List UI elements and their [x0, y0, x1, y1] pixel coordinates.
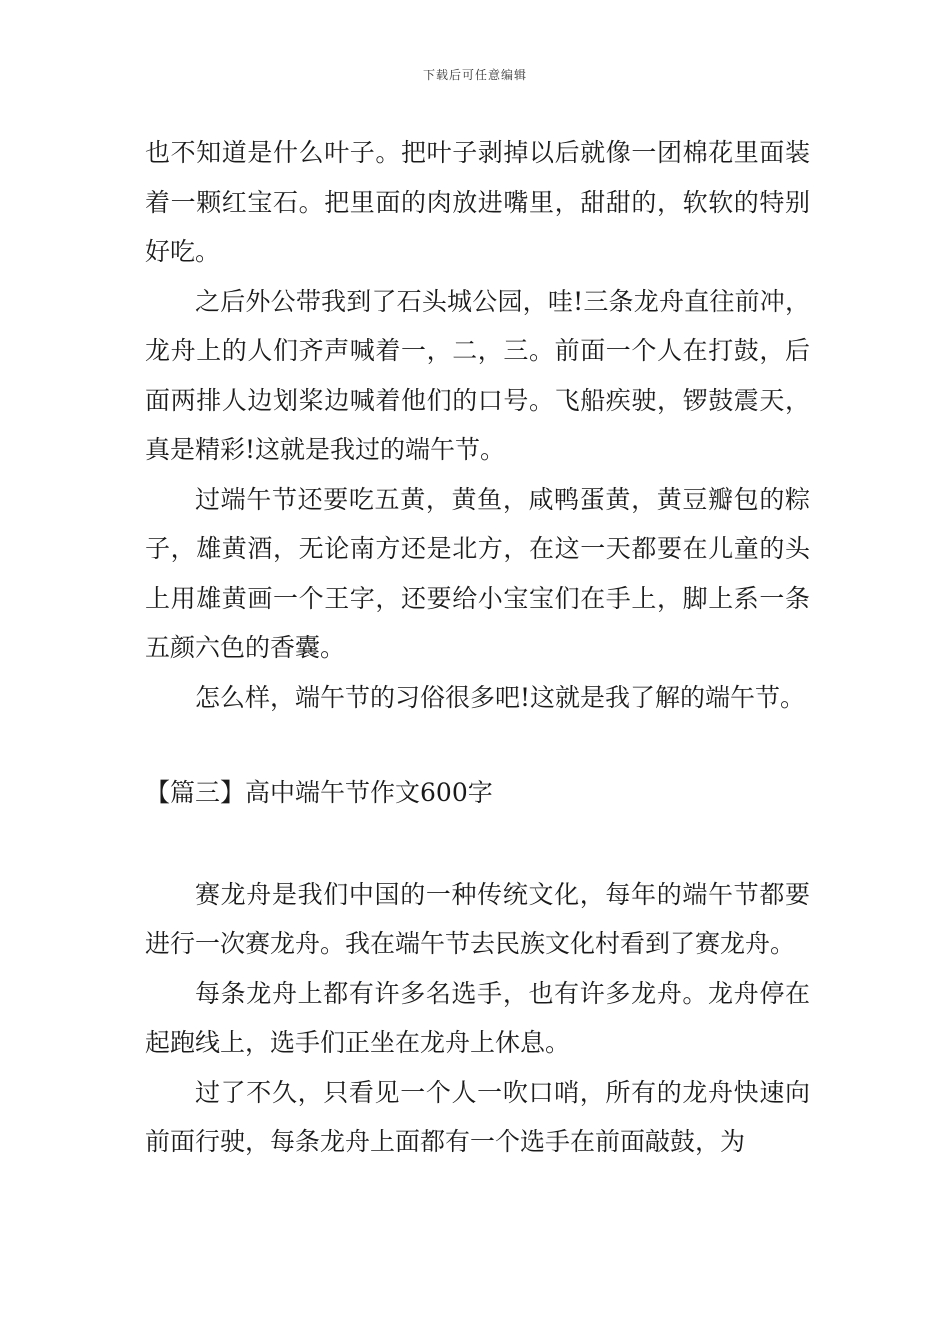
paragraph: 过了不久，只看见一个人一吹口哨，所有的龙舟快速向前面行驶，每条龙舟上面都有一个选手在前面敲鼓，为 — [145, 1077, 810, 1156]
page-header: 下载后可任意编辑 — [422, 68, 527, 82]
paragraph: 之后外公带我到了石头城公园，哇!三条龙舟直往前冲，龙舟上的人们齐声喊着一，二，三。前面一个人在打鼓，后面两排人边划桨边喊着他们的口号。飞船疾驶，锣鼓震天，真是精彩!这就是我过的端午节。 — [145, 286, 810, 464]
paragraph: 怎么样，端午节的习俗很多吧!这就是我了解的端午节。 — [195, 682, 806, 712]
document-body — [145, 128, 810, 1167]
paragraph: 每条龙舟上都有许多名选手，也有许多龙舟。龙舟停在起跑线上，选手们正坐在龙舟上休息。 — [145, 978, 810, 1057]
paragraph: 过端午节还要吃五黄，黄鱼，咸鸭蛋黄，黄豆瓣包的粽子，雄黄酒，无论南方还是北方，在这一天都要在儿童的头上用雄黄画一个王字，还要给小宝宝们在手上，脚上系一条五颜六色的香囊。 — [145, 484, 810, 662]
paragraph: 赛龙舟是我们中国的一种传统文化，每年的端午节都要进行一次赛龙舟。我在端午节去民族文化村看到了赛龙舟。 — [145, 879, 810, 958]
section-title: 【篇三】高中端午节作文600字 — [145, 778, 493, 807]
paragraph-continued: 也不知道是什么叶子。把叶子剥掉以后就像一团棉花里面装着一颗红宝石。把里面的肉放进嘴里，甜甜的，软软的特别好吃。 — [145, 138, 810, 266]
